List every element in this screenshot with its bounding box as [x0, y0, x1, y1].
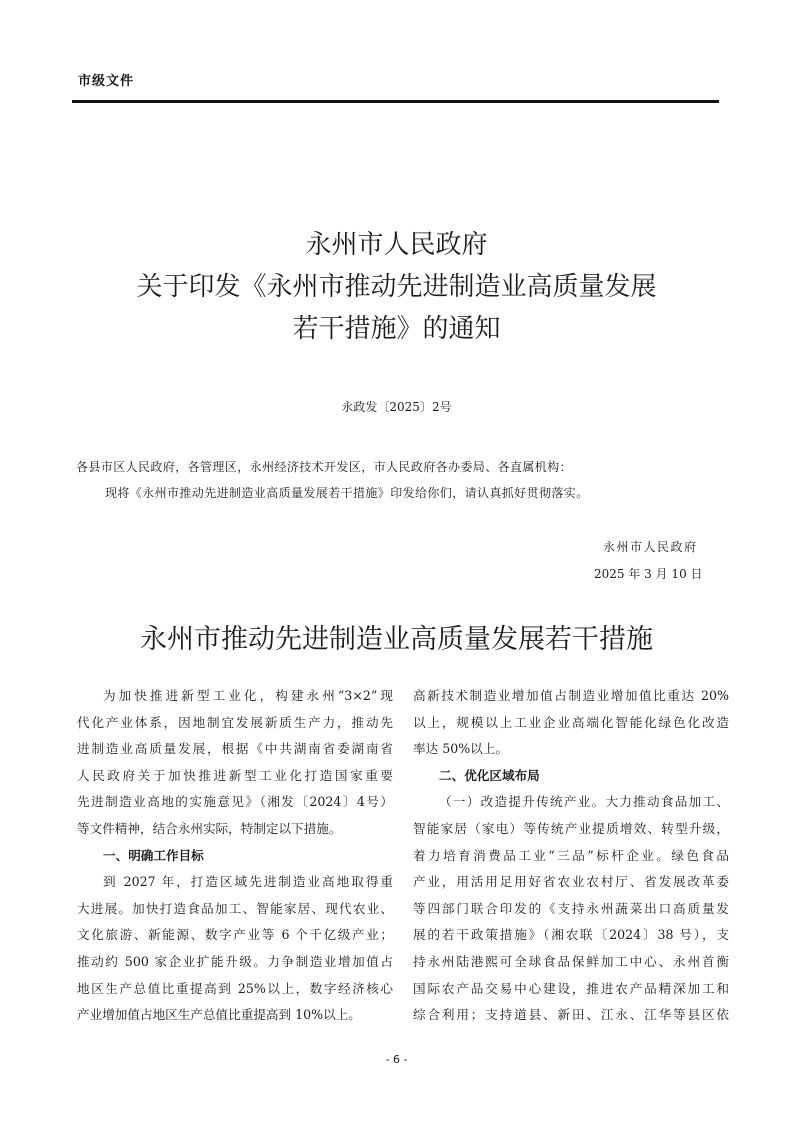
text-line: 文化旅游、新能源、数字产业等 6 个千亿级产业； [77, 927, 393, 943]
text-line: 代化产业体系，因地制宜发展新质生产力，推动先 [77, 714, 393, 730]
text-line: 以上，规模以上工业企业高端化智能化绿色化改造 [413, 714, 729, 730]
measures-title: 永州市推动先进制造业高质量发展若干措施 [140, 624, 653, 655]
section-heading: 二、优化区域布局 [439, 767, 540, 783]
recipients: 各县市区人民政府，各管理区，永州经济技术开发区，市人民政府各办委局、各直属机构： [76, 460, 573, 474]
notice-title-line-3: 若干措施》的通知 [292, 314, 501, 344]
header-divider [72, 100, 719, 103]
text-line: 地区生产总值比重提高到 25%以上，数字经济核心 [77, 980, 393, 996]
notice-title-line-1: 永州市人民政府 [305, 230, 488, 260]
text-line: 先进制造业高地的实施意见》（湘发〔2024〕4号） [77, 794, 393, 810]
text-line: 综合利用；支持道县、新田、江永、江华等县区依 [413, 1007, 729, 1023]
notice-title-line-2: 关于印发《永州市推动先进制造业高质量发展 [136, 272, 657, 302]
text-line: 推动约 500 家企业扩能升级。力争制造业增加值占 [77, 953, 393, 969]
right-column [413, 683, 729, 1029]
text-line: 高新技术制造业增加值占制造业增加值比重达 20% [413, 688, 729, 703]
text-line: 产业增加值占地区生产总值比重提高到 10%以上。 [77, 1007, 361, 1023]
text-line: 着力培育消费品工业“三品”标杆企业。绿色食品 [413, 847, 729, 863]
text-line: 为加快推进新型工业化，构建永州“3×2”现 [103, 688, 393, 703]
text-line: 展的若干政策措施》（湘农联〔2024〕38 号），支 [413, 927, 729, 943]
header-label: 市级文件 [78, 74, 135, 89]
signature-date: 2025 年 3 月 10 日 [594, 567, 703, 581]
text-line: 持永州陆港熙可全球食品保鲜加工中心、永州首衡 [413, 953, 729, 969]
text-line: 率达 50%以上。 [413, 741, 508, 757]
notice-body: 现将《永州市推动先进制造业高质量发展若干措施》印发给你们，请认真抓好贯彻落实。 [105, 486, 589, 500]
text-line: 等四部门联合印发的《支持永州蔬菜出口高质量发 [413, 900, 729, 916]
section-heading: 一、明确工作目标 [103, 847, 204, 863]
text-line: 人民政府关于加快推进新型工业化打造国家重要 [77, 767, 393, 783]
text-line: 国际农产品交易中心建设，推进农产品精深加工和 [413, 980, 729, 996]
text-line: 等文件精神，结合永州实际，特制定以下措施。 [77, 820, 342, 836]
left-column [77, 683, 393, 1029]
page-number: - 6 - [385, 1053, 408, 1066]
text-line: 到 2027 年，打造区域先进制造业高地取得重 [103, 874, 393, 890]
text-line: 智能家居（家电）等传统产业提质增效、转型升级， [413, 820, 729, 836]
document-number: 永政发〔2025〕2号 [341, 400, 452, 414]
text-line: （一）改造提升传统产业。大力推动食品加工、 [439, 794, 729, 810]
text-line: 大进展。加快打造食品加工、智能家居、现代农业、 [77, 900, 393, 916]
text-line: 产业，用活用足用好省农业农村厅、省发展改革委 [413, 874, 729, 890]
text-line: 进制造业高质量发展，根据《中共湖南省委湖南省 [77, 741, 393, 757]
signature-organization: 永州市人民政府 [603, 540, 698, 554]
